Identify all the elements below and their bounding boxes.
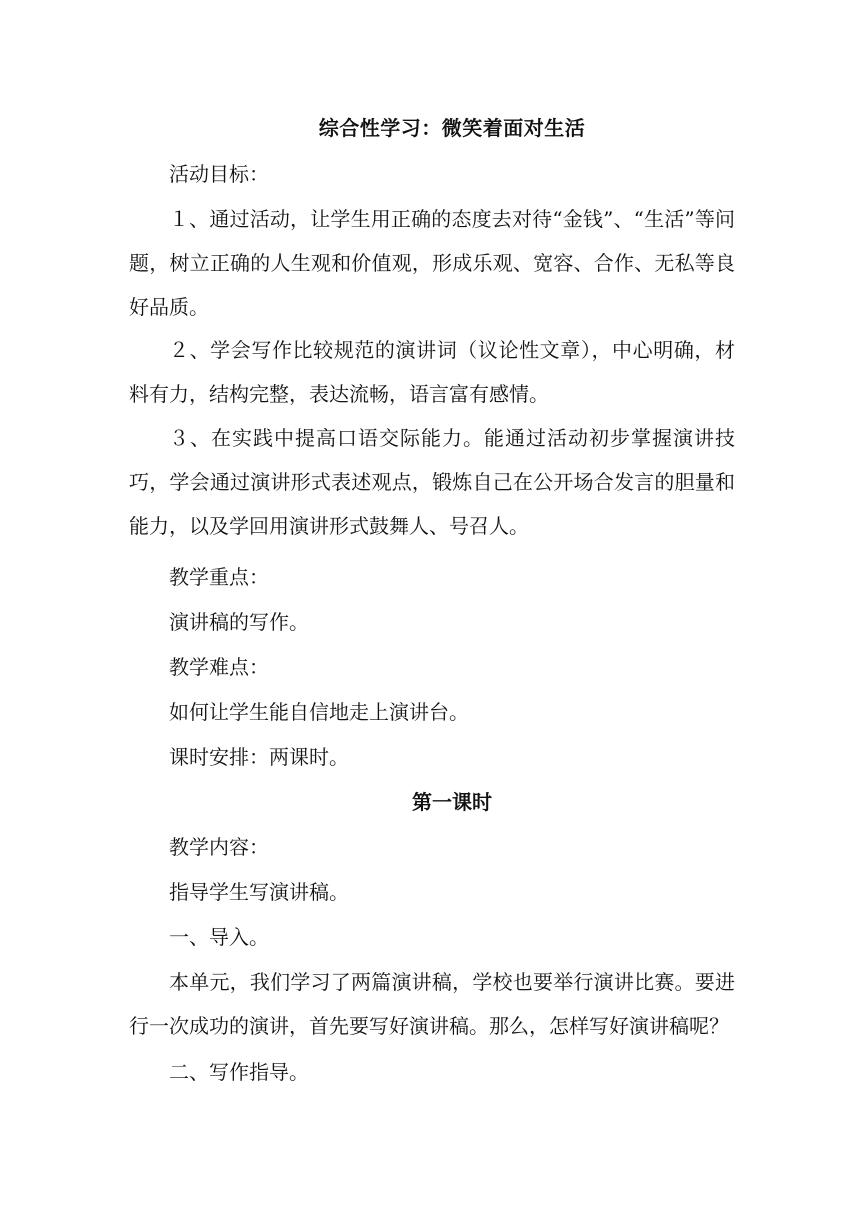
paragraph-activity-goals-label: 活动目标： xyxy=(169,162,269,186)
paragraph-goal-1: １、通过活动，让学生用正确的态度去对待“金钱”、“生活”等问题，树立正确的人生观和价值观，形成乐观、宽容、合作、无私等良好品质。 xyxy=(129,207,735,319)
paragraph-intro-heading: 一、导入。 xyxy=(169,925,269,949)
paragraph-intro: 本单元，我们学习了两篇演讲稿，学校也要举行演讲比赛。要进行一次成功的演讲，首先要写好演讲稿。那么，怎样写好演讲稿呢？ xyxy=(129,970,735,1038)
section-heading: 第一课时 xyxy=(412,790,492,814)
document-page xyxy=(129,0,735,1216)
paragraph-goal-3: ３、在实践中提高口语交际能力。能通过活动初步掌握演讲技巧，学会通过演讲形式表述观点，锻炼自己在公开场合发言的胆量和能力，以及学回用演讲形式鼓舞人、号召人。 xyxy=(129,426,735,538)
document-title: 综合性学习：微笑着面对生活 xyxy=(318,116,586,140)
paragraph-schedule: 课时安排：两课时。 xyxy=(169,745,349,769)
paragraph-key-points: 演讲稿的写作。 xyxy=(169,610,309,634)
paragraph-goal-2: ２、学会写作比较规范的演讲词（议论性文章），中心明确，材料有力，结构完整，表达流畅，语言富有感情。 xyxy=(129,338,735,406)
paragraph-difficulties: 如何让学生能自信地走上演讲台。 xyxy=(169,700,469,724)
paragraph-content-label: 教学内容： xyxy=(169,835,269,859)
paragraph-difficulties-label: 教学难点： xyxy=(169,655,269,679)
paragraph-writing-guidance-heading: 二、写作指导。 xyxy=(169,1060,309,1084)
paragraph-key-points-label: 教学重点： xyxy=(169,565,269,589)
paragraph-content: 指导学生写演讲稿。 xyxy=(169,880,349,904)
